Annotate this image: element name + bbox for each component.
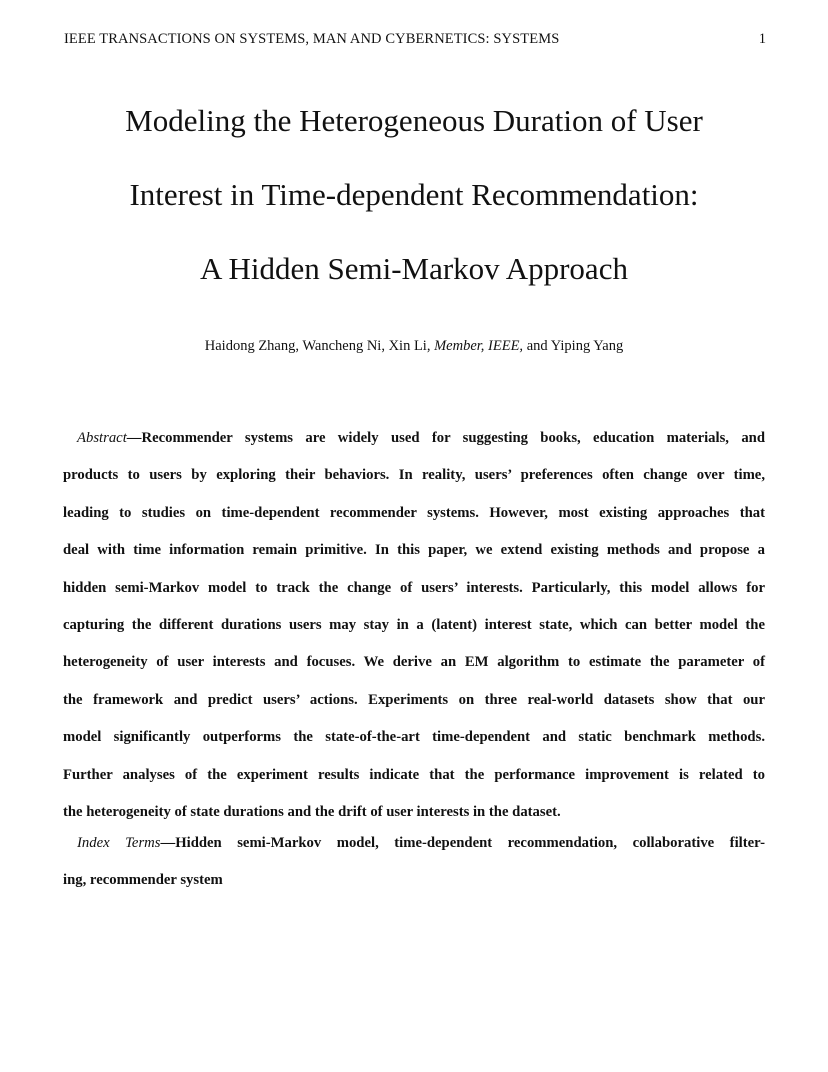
- running-header: IEEE TRANSACTIONS ON SYSTEMS, MAN AND CYBERNETICS: SYSTEMS: [64, 31, 560, 47]
- index-terms-line: ing, recommender system: [63, 872, 223, 889]
- abstract-line: deal with time information remain primitive. In this paper, we extend existing methods and propose a: [63, 542, 765, 559]
- index-terms-line: [63, 825, 765, 862]
- authors-text: Haidong Zhang, Wancheng Ni, Xin Li,: [204, 338, 435, 354]
- index-terms: [63, 825, 765, 900]
- abstract-line: capturing the different durations users may stay in a (latent) interest state, which can better model the: [63, 617, 765, 634]
- abstract-text: —Recommender systems are widely used for suggesting books, education materials, and: [126, 430, 765, 446]
- abstract-line: the framework and predict users’ actions. Experiments on three real-world datasets show that our: [63, 691, 765, 708]
- paper-title: [40, 84, 788, 306]
- membership-note: Member, IEEE,: [434, 338, 524, 354]
- index-terms-label: Index Terms: [77, 835, 161, 851]
- author-list: [40, 338, 788, 355]
- authors-text-end: and Yiping Yang: [523, 338, 624, 354]
- abstract-line: products to users by exploring their behaviors. In reality, users’ preferences often change over time,: [63, 467, 765, 484]
- title-line: A Hidden Semi-Markov Approach: [200, 251, 628, 286]
- abstract-line: model significantly outperforms the state-of-the-art time-dependent and static benchmark methods.: [63, 729, 765, 746]
- abstract-line: [63, 420, 765, 457]
- abstract-line: leading to studies on time-dependent recommender systems. However, most existing approaches that: [63, 504, 765, 521]
- abstract-line: hidden semi-Markov model to track the change of users’ interests. Particularly, this model allows for: [63, 579, 765, 596]
- abstract-line: heterogeneity of user interests and focuses. We derive an EM algorithm to estimate the parameter of: [63, 654, 765, 671]
- title-line: Modeling the Heterogeneous Duration of User: [125, 103, 703, 138]
- index-terms-text: —Hidden semi-Markov model, time-dependent recommendation, collaborative filter-: [160, 835, 766, 851]
- abstract-line: Further analyses of the experiment results indicate that the performance improvement is related to: [63, 766, 765, 783]
- abstract: [63, 420, 765, 831]
- title-line: Interest in Time-dependent Recommendation:: [129, 177, 699, 212]
- page-number: 1: [758, 31, 766, 47]
- abstract-label: Abstract: [77, 430, 127, 446]
- abstract-line: the heterogeneity of state durations and the drift of user interests in the dataset.: [63, 804, 561, 821]
